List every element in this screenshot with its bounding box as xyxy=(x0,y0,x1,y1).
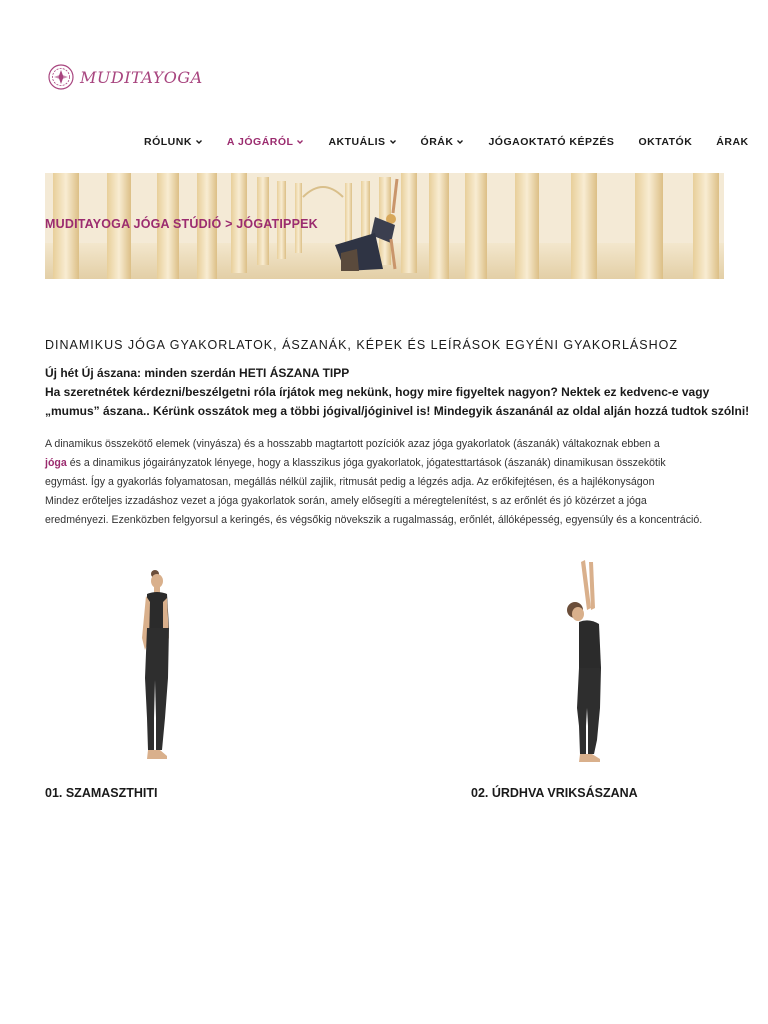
description-paragraph xyxy=(45,435,724,530)
logo-text: MUDITAYOGA xyxy=(80,67,203,87)
nav-item-0[interactable] xyxy=(144,136,203,148)
chevron-down-icon xyxy=(389,138,397,146)
chevron-down-icon xyxy=(195,138,203,146)
pose-title-2[interactable]: 02. ÚRDHVA VRIKSÁSZANA xyxy=(471,786,638,800)
nav-item-1[interactable] xyxy=(227,136,305,148)
para-line-1: A dinamikus összekötő elemek (vinyásza) és a hosszabb magtartott pozíciók azaz jóga gyakorlatok (ászanák) váltakoznak ebben a xyxy=(45,438,660,450)
intro-line-2: Ha szeretnétek kérdezni/beszélgetni róla írjátok meg nekünk, hogy mire figyeltek nagyon? Nektek ez kedvenc-e vagy xyxy=(45,385,710,399)
main-content xyxy=(45,338,750,530)
intro-line-1: Új hét Új ászana: minden szerdán HETI ÁSZANA TIPP xyxy=(45,366,350,380)
para-line-2-text: és a dinamikus jógairányzatok lényege, hogy a klasszikus jóga gyakorlatok, jógatesttartások (ászanák) dinamikusan összekötik xyxy=(66,457,666,469)
nav-item-label: ÓRÁK xyxy=(420,136,454,148)
nav-item-3[interactable] xyxy=(421,136,465,148)
nav-item-6[interactable] xyxy=(716,136,748,148)
nav-item-label: A JÓGÁRÓL xyxy=(226,136,294,148)
nav-item-label: AKTUÁLIS xyxy=(328,136,386,148)
mandala-icon xyxy=(48,64,74,90)
para-line-4: Mindez erőteljes izzadáshoz vezet a jóga gyakorlatok során, amely elősegíti a méregtelenítést, s az erőnlét és jó közérzet a jóga xyxy=(45,495,647,507)
nav-item-4[interactable] xyxy=(488,136,614,148)
nav-item-label: JÓGAOKTATÓ KÉPZÉS xyxy=(488,136,615,148)
breadcrumb[interactable]: MUDITAYOGA JÓGA STÚDIÓ > JÓGATIPPEK xyxy=(45,217,318,231)
intro-line-3: „mumus” ászana.. Kérünk osszátok meg a többi jógival/jóginivel is! Mindegyik ászanánál az oldal alján hozzá tudtok szólni! xyxy=(45,404,750,418)
para-line-2 xyxy=(45,454,724,473)
nav-item-label: RÓLUNK xyxy=(144,136,192,148)
pose-image-szamaszthiti[interactable] xyxy=(125,568,185,764)
para-line-3: egymást. Így a gyakorlás folyamatosan, megállás nélkül zajlik, ritmusát pedig a légzés adja. Az erőkifejtésen, és a hajlékonyságon xyxy=(45,476,655,488)
page-banner xyxy=(45,173,724,279)
pose-title-1[interactable]: 01. SZAMASZTHITI xyxy=(45,786,158,800)
site-logo[interactable] xyxy=(48,64,203,90)
nav-item-2[interactable] xyxy=(328,136,396,148)
nav-item-5[interactable] xyxy=(638,136,692,148)
chevron-down-icon xyxy=(296,138,304,146)
chevron-down-icon xyxy=(456,138,464,146)
para-line-5: eredményezi. Ezenközben felgyorsul a keringés, és végsőkig növekszik a rugalmasság, erőnlét, állóképesség, egyensúly és a koncentráció. xyxy=(45,514,703,526)
main-nav xyxy=(144,134,749,150)
page-title: DINAMIKUS JÓGA GYAKORLATOK, ÁSZANÁK, KÉPEK ÉS LEÍRÁSOK EGYÉNI GYAKORLÁSHOZ xyxy=(45,338,678,352)
joga-link[interactable]: jóga xyxy=(45,457,67,469)
nav-item-label: OKTATÓK xyxy=(638,136,693,148)
pose-image-urdhva-vriksaszana[interactable] xyxy=(555,558,615,764)
nav-item-label: ÁRAK xyxy=(716,136,749,148)
